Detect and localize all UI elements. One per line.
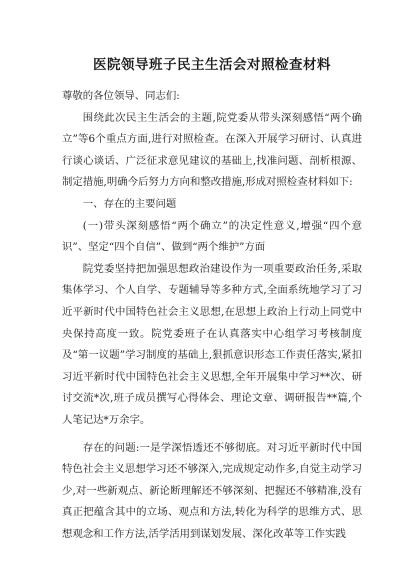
intro-paragraph: 围绕此次民主生活会的主题,院党委从带头深刻感悟“两个确立”等6个重点方面,进行对照检查。在深入开展学习研讨、认真进行谈心谈话、广泛征求意见建议的基础上,找准问题、剖析根源、制定措施,明确今后努力方向和整改措施,形成对照检查材料如下: (62, 111, 362, 189)
subsection-heading: (一)带头深刻感悟“两个确立”的决定性意义,增强“四个意识”、坚定“四个自信”、做到“两个维护”方面 (62, 219, 362, 254)
body-paragraph-1: 院党委坚持把加强思想政治建设作为一项重要政治任务,采取集体学习、个人自学、专题辅导等多种方式,全面系统地学习了习近平新时代中国特色社会主义思想,在思想上政治上行动上同党中央保持高度一致。院党委班子在认真落实中心组学习考核制度及“第一议题”学习制度的基础上,狠抓意识形态工作责任落实,紧扣习近平新时代中国特色社会主义思想,全年开展集中学习**次、研讨交流*次,班子成员撰写心得体会、理论文章、调研报告**篇,个人笔记达*万余字。 (62, 262, 362, 426)
document-title: 医院领导班子民主生活会对照检查材料 (93, 57, 331, 73)
body-paragraph-2: 存在的问题:一是学深悟透还不够彻底。对习近平新时代中国特色社会主义思想学习还不够深入,完成规定动作多,自觉主动学习少,对一些新观点、新论断理解还不够深刻、把握还不够精准,没有真正把蕴含其中的立场、观点和方法,转化为科学的思维方式、思想观念和工作方法,活学活用到谋划发展、深化改革等工作实践 (62, 441, 362, 540)
section-heading: 一、存在的主要问题 (82, 197, 177, 210)
salutation: 尊敬的各位领导、同志们: (62, 90, 180, 102)
